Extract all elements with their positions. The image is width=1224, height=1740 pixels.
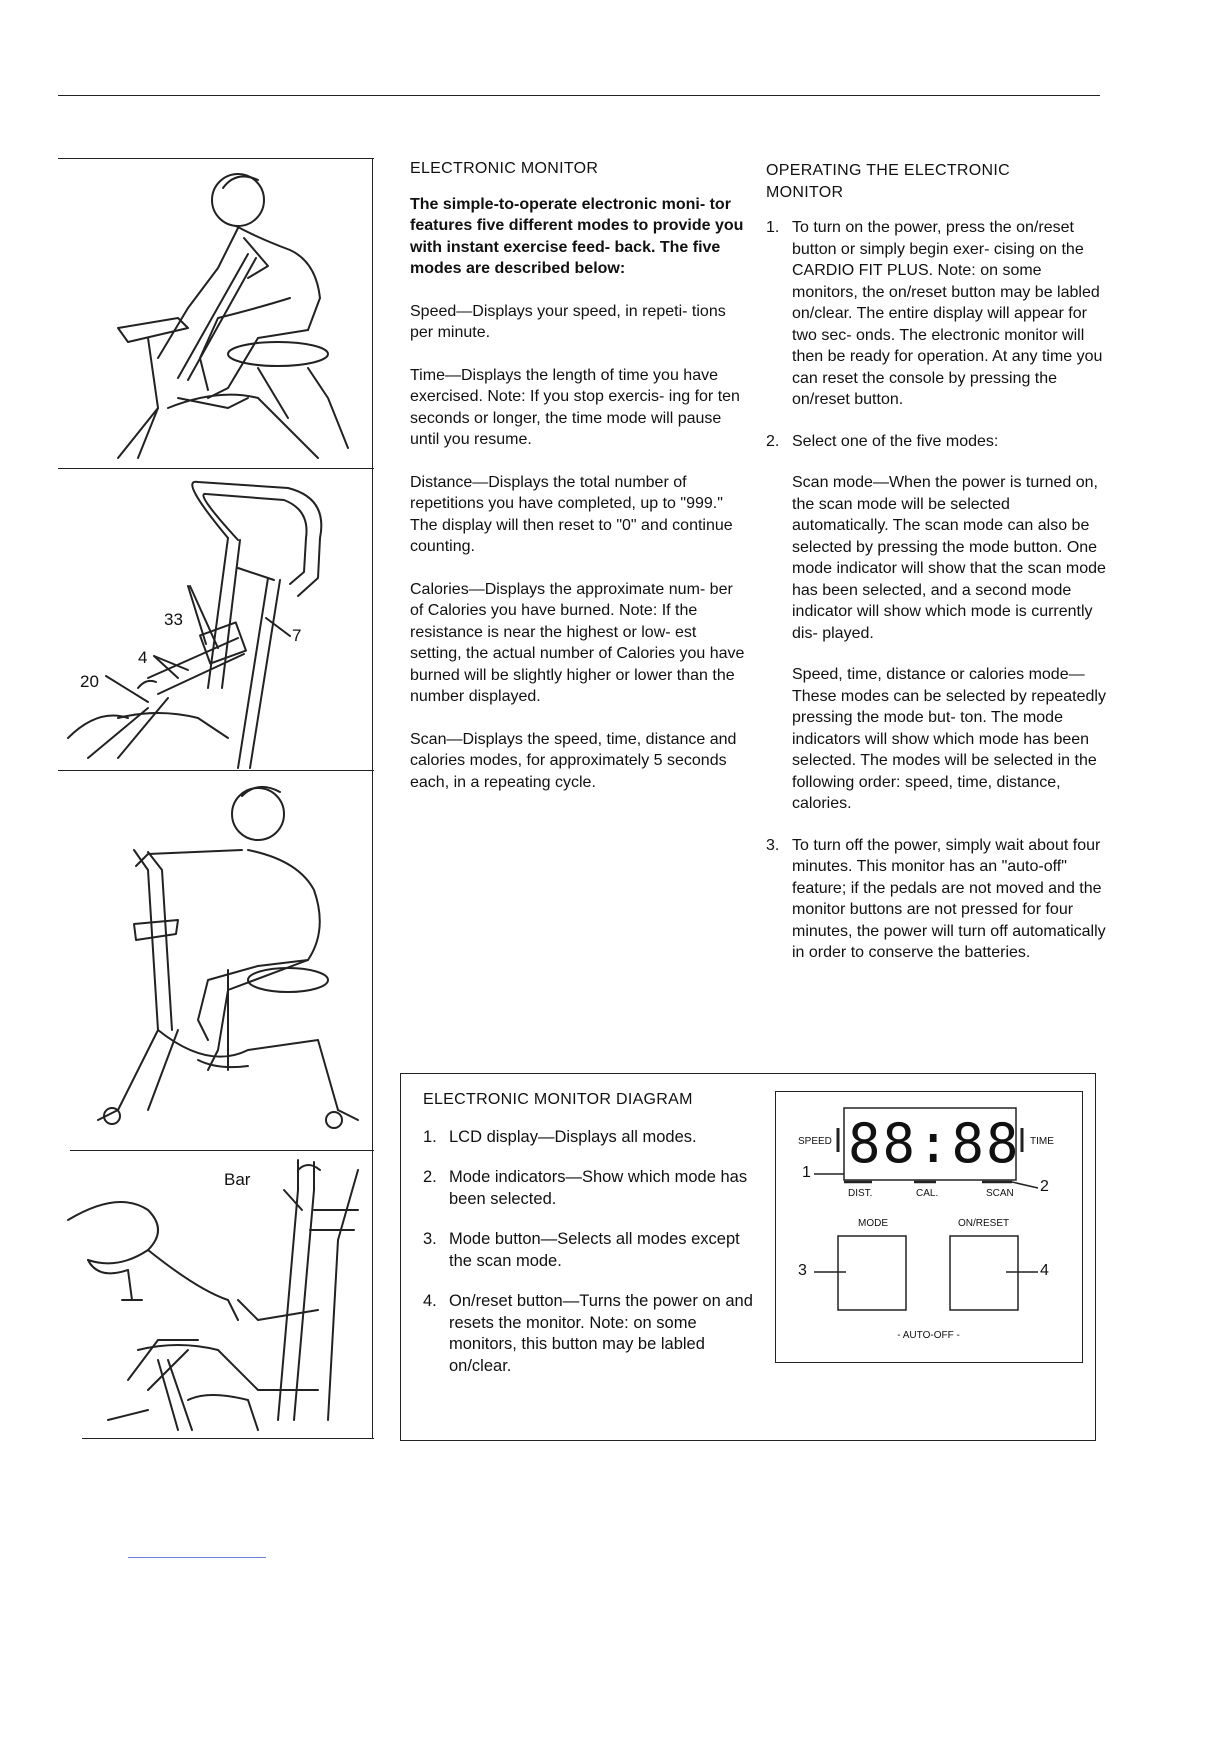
label-mode: MODE <box>858 1218 888 1229</box>
item-text: Mode button—Selects all modes except the scan mode. <box>449 1230 740 1270</box>
mode-speed: Speed—Displays your speed, in repeti- tions per minute. <box>410 302 726 341</box>
label-cal: CAL. <box>916 1188 939 1199</box>
callout-4: 4 <box>1040 1262 1049 1279</box>
illustration-column <box>58 158 374 1740</box>
list-item <box>423 1291 763 1377</box>
item-number: 4. <box>423 1292 437 1310</box>
diagram-heading: ELECTRONIC MONITOR DIAGRAM <box>423 1091 693 1108</box>
list-item <box>766 431 1106 815</box>
list-item <box>766 217 1106 411</box>
list-item <box>766 835 1106 964</box>
callout-20: 20 <box>80 672 99 691</box>
onreset-button[interactable] <box>950 1236 1018 1310</box>
list-item <box>423 1229 763 1272</box>
item-text: On/reset button—Turns the power on and resets the monitor. Note: on some monitors, this button may be labled on/clear. <box>449 1292 753 1375</box>
illustration-rider-pedaling <box>58 770 374 1150</box>
step-number: 2. <box>766 432 780 450</box>
item-number: 1. <box>423 1127 437 1146</box>
section-heading: OPERATING THE ELECTRONIC MONITOR <box>766 162 1010 201</box>
item-text: LCD display—Displays all modes. <box>449 1127 697 1146</box>
callout-2: 2 <box>1040 1178 1049 1195</box>
step-text: Scan mode—When the power is turned on, the scan mode will be selected automatically. The scan mode can also be selected by pressing the mode button. One mode indicator will show that the scan mode has been selected, and a second mode indicator will show which mode is currently dis- played. <box>792 474 1106 642</box>
label-time: TIME <box>1030 1136 1054 1147</box>
step-text: To turn on the power, press the on/reset button or simply begin exer- cising on the CARDIO FIT PLUS. Note: on some monitors, the on/reset button may be labled on/clear. The entire display will appear for two sec- onds. The electronic monitor will then be ready for operation. At any time you can reset the console by pressing the on/reset button. <box>792 219 1103 408</box>
step-text: Speed, time, distance or calories mode—These modes can be selected by repeatedly pressing the mode but- ton. The mode indicators will show which mode has been selected. The modes will be selected in the following order: speed, time, distance, calories. <box>792 666 1106 812</box>
item-number: 3. <box>423 1230 437 1248</box>
label-dist: DIST. <box>848 1188 873 1199</box>
illustration-rider-side <box>58 158 374 468</box>
item-text: Mode indicators—Show which mode has been selected. <box>449 1168 748 1208</box>
step-number: 1. <box>766 219 780 236</box>
callout-4: 4 <box>138 648 148 667</box>
diagram-legend <box>423 1089 763 1396</box>
illustration-monitor-mount <box>58 468 374 770</box>
bottom-rule <box>128 1557 266 1558</box>
illustration-bar-closeup <box>58 1150 374 1440</box>
top-rule <box>58 95 1100 96</box>
monitor-diagram-box <box>400 1073 1096 1441</box>
label-onreset: ON/RESET <box>958 1218 1010 1229</box>
diagram-items <box>423 1127 763 1378</box>
callout-1: 1 <box>802 1164 811 1181</box>
callout-7: 7 <box>292 626 302 645</box>
operating-section <box>766 160 1106 984</box>
operating-steps <box>766 217 1106 964</box>
step-text: To turn off the power, simply wait about four minutes. This monitor has an "auto-off" feature; if the pedals are not moved and the monitor buttons are not pressed for four minutes, the power will turn off automatically in order to conserve the batteries. <box>792 836 1106 961</box>
item-number: 2. <box>423 1168 437 1186</box>
list-item <box>423 1127 763 1149</box>
label-speed: SPEED <box>798 1136 832 1147</box>
callout-3: 3 <box>798 1262 807 1279</box>
label-scan: SCAN <box>986 1188 1014 1199</box>
mode-distance: Distance—Displays the total number of repetitions you have completed, up to "999." The display will then reset to "0" and continue counting. <box>410 473 733 555</box>
callout-bar: Bar <box>224 1170 251 1189</box>
mode-scan: Scan—Displays the speed, time, distance and calories modes, for approximately 5 seconds each, in a repeating cycle. <box>410 730 737 791</box>
lcd-digits: 88:88 <box>848 1112 1021 1175</box>
step-text: Select one of the five modes: <box>792 432 999 450</box>
monitor-console-drawing <box>775 1091 1083 1363</box>
list-item <box>423 1167 763 1210</box>
mode-calories: Calories—Displays the approximate num- ber of Calories you have burned. Note: If the resistance is near the highest or low- est setting, the actual number of Calories you have burned will be slightly higher or lower than the number displayed. <box>410 580 745 705</box>
callout-33: 33 <box>164 610 183 629</box>
mode-time: Time—Displays the length of time you have exercised. Note: If you stop exercis- ing for ten seconds or longer, the time mode will pause until you resume. <box>410 366 740 448</box>
label-auto-off: - AUTO-OFF - <box>897 1330 960 1341</box>
step-number: 3. <box>766 836 780 854</box>
section-heading: ELECTRONIC MONITOR <box>410 160 599 177</box>
intro-paragraph: The simple-to-operate electronic moni- tor features five different modes to provide you with instant exercise feed- back. The five modes are described below: <box>410 195 744 277</box>
electronic-monitor-section <box>410 158 745 814</box>
mode-button[interactable] <box>838 1236 906 1310</box>
